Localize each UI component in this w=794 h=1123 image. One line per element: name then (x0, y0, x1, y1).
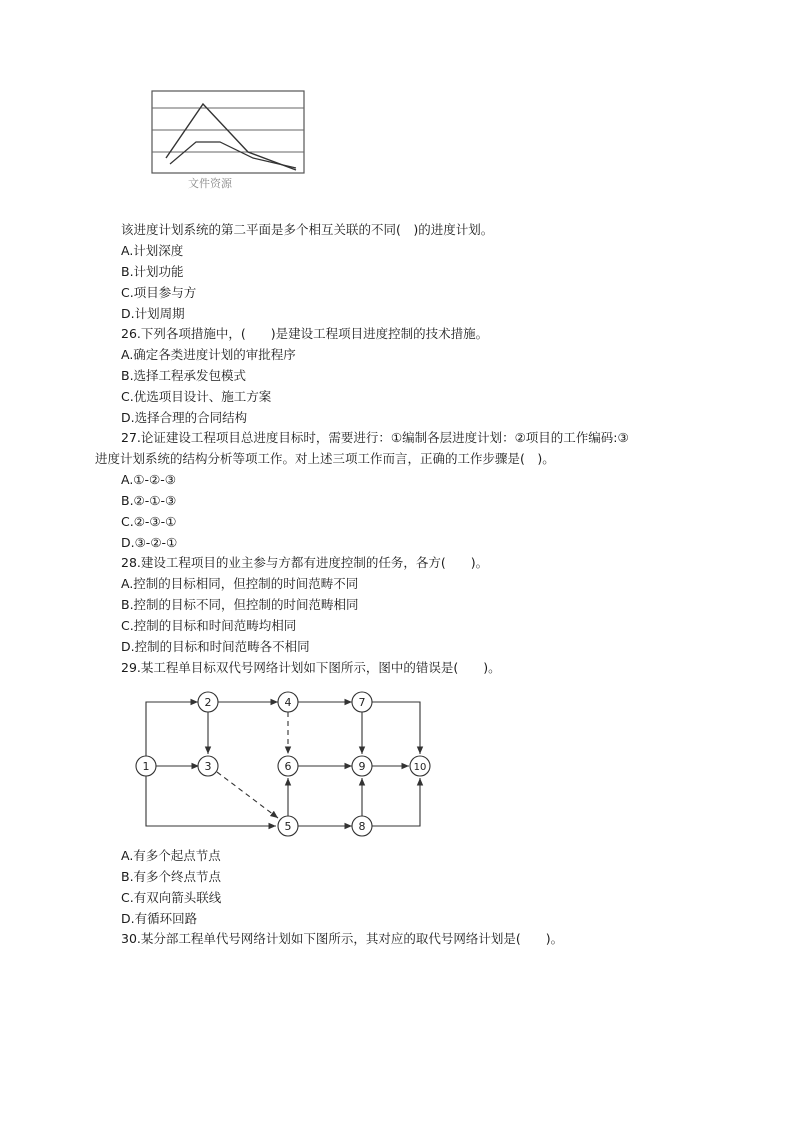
node-label: 10 (413, 762, 427, 773)
option: B.控制的目标不同，但控制的时间范畴相同 (121, 597, 359, 612)
option: B.有多个终点节点 (121, 869, 222, 884)
option: C.控制的目标和时间范畴均相同 (121, 618, 297, 633)
chart-caption: 文件资源 (188, 177, 232, 190)
option: A.计划深度 (121, 243, 184, 258)
node-label: 9 (358, 760, 366, 773)
node-label: 1 (142, 760, 150, 773)
node-label: 7 (358, 696, 366, 709)
question-27-stem-cont: 进度计划系统的结构分析等项工作。对上述三项工作而言，正确的工作步骤是( )。 (95, 451, 555, 466)
option: D.③-②-① (121, 535, 178, 550)
progress-chart-figure (148, 88, 308, 192)
node-label: 3 (204, 760, 212, 773)
node-label: 2 (204, 696, 212, 709)
option: D.选择合理的合同结构 (121, 410, 248, 425)
option: C.有双向箭头联线 (121, 890, 222, 905)
network-diagram (128, 686, 434, 842)
option: D.计划周期 (121, 306, 185, 321)
question-26-stem: 26.下列各项措施中，( )是建设工程项目进度控制的技术措施。 (121, 326, 489, 341)
node-label: 6 (284, 760, 292, 773)
intro-stem: 该进度计划系统的第二平面是多个相互关联的不同( )的进度计划。 (121, 222, 494, 237)
option: A.确定各类进度计划的审批程序 (121, 347, 296, 362)
option: A.①-②-③ (121, 472, 176, 487)
option: C.优选项目设计、施工方案 (121, 389, 272, 404)
question-30-stem: 30.某分部工程单代号网络计划如下图所示，其对应的取代号网络计划是( )。 (121, 931, 564, 946)
option: A.有多个起点节点 (121, 848, 221, 863)
question-29-stem: 29.某工程单目标双代号网络计划如下图所示，图中的错误是( )。 (121, 660, 501, 675)
option: D.有循环回路 (121, 911, 198, 926)
option: B.计划功能 (121, 264, 184, 279)
option: B.②-①-③ (121, 493, 177, 508)
question-28-stem: 28.建设工程项目的业主参与方都有进度控制的任务，各方( )。 (121, 555, 489, 570)
option: B.选择工程承发包模式 (121, 368, 247, 383)
node-label: 8 (358, 820, 366, 833)
option: C.②-③-① (121, 514, 177, 529)
option: D.控制的目标和时间范畴各不相同 (121, 639, 310, 654)
option: A.控制的目标相同，但控制的时间范畴不同 (121, 576, 359, 591)
question-27-stem: 27.论证建设工程项目总进度目标时，需要进行：①编制各层进度计划：②项目的工作编码:③ (121, 430, 629, 445)
node-label: 4 (284, 696, 292, 709)
node-label: 5 (284, 820, 292, 833)
option: C.项目参与方 (121, 285, 197, 300)
